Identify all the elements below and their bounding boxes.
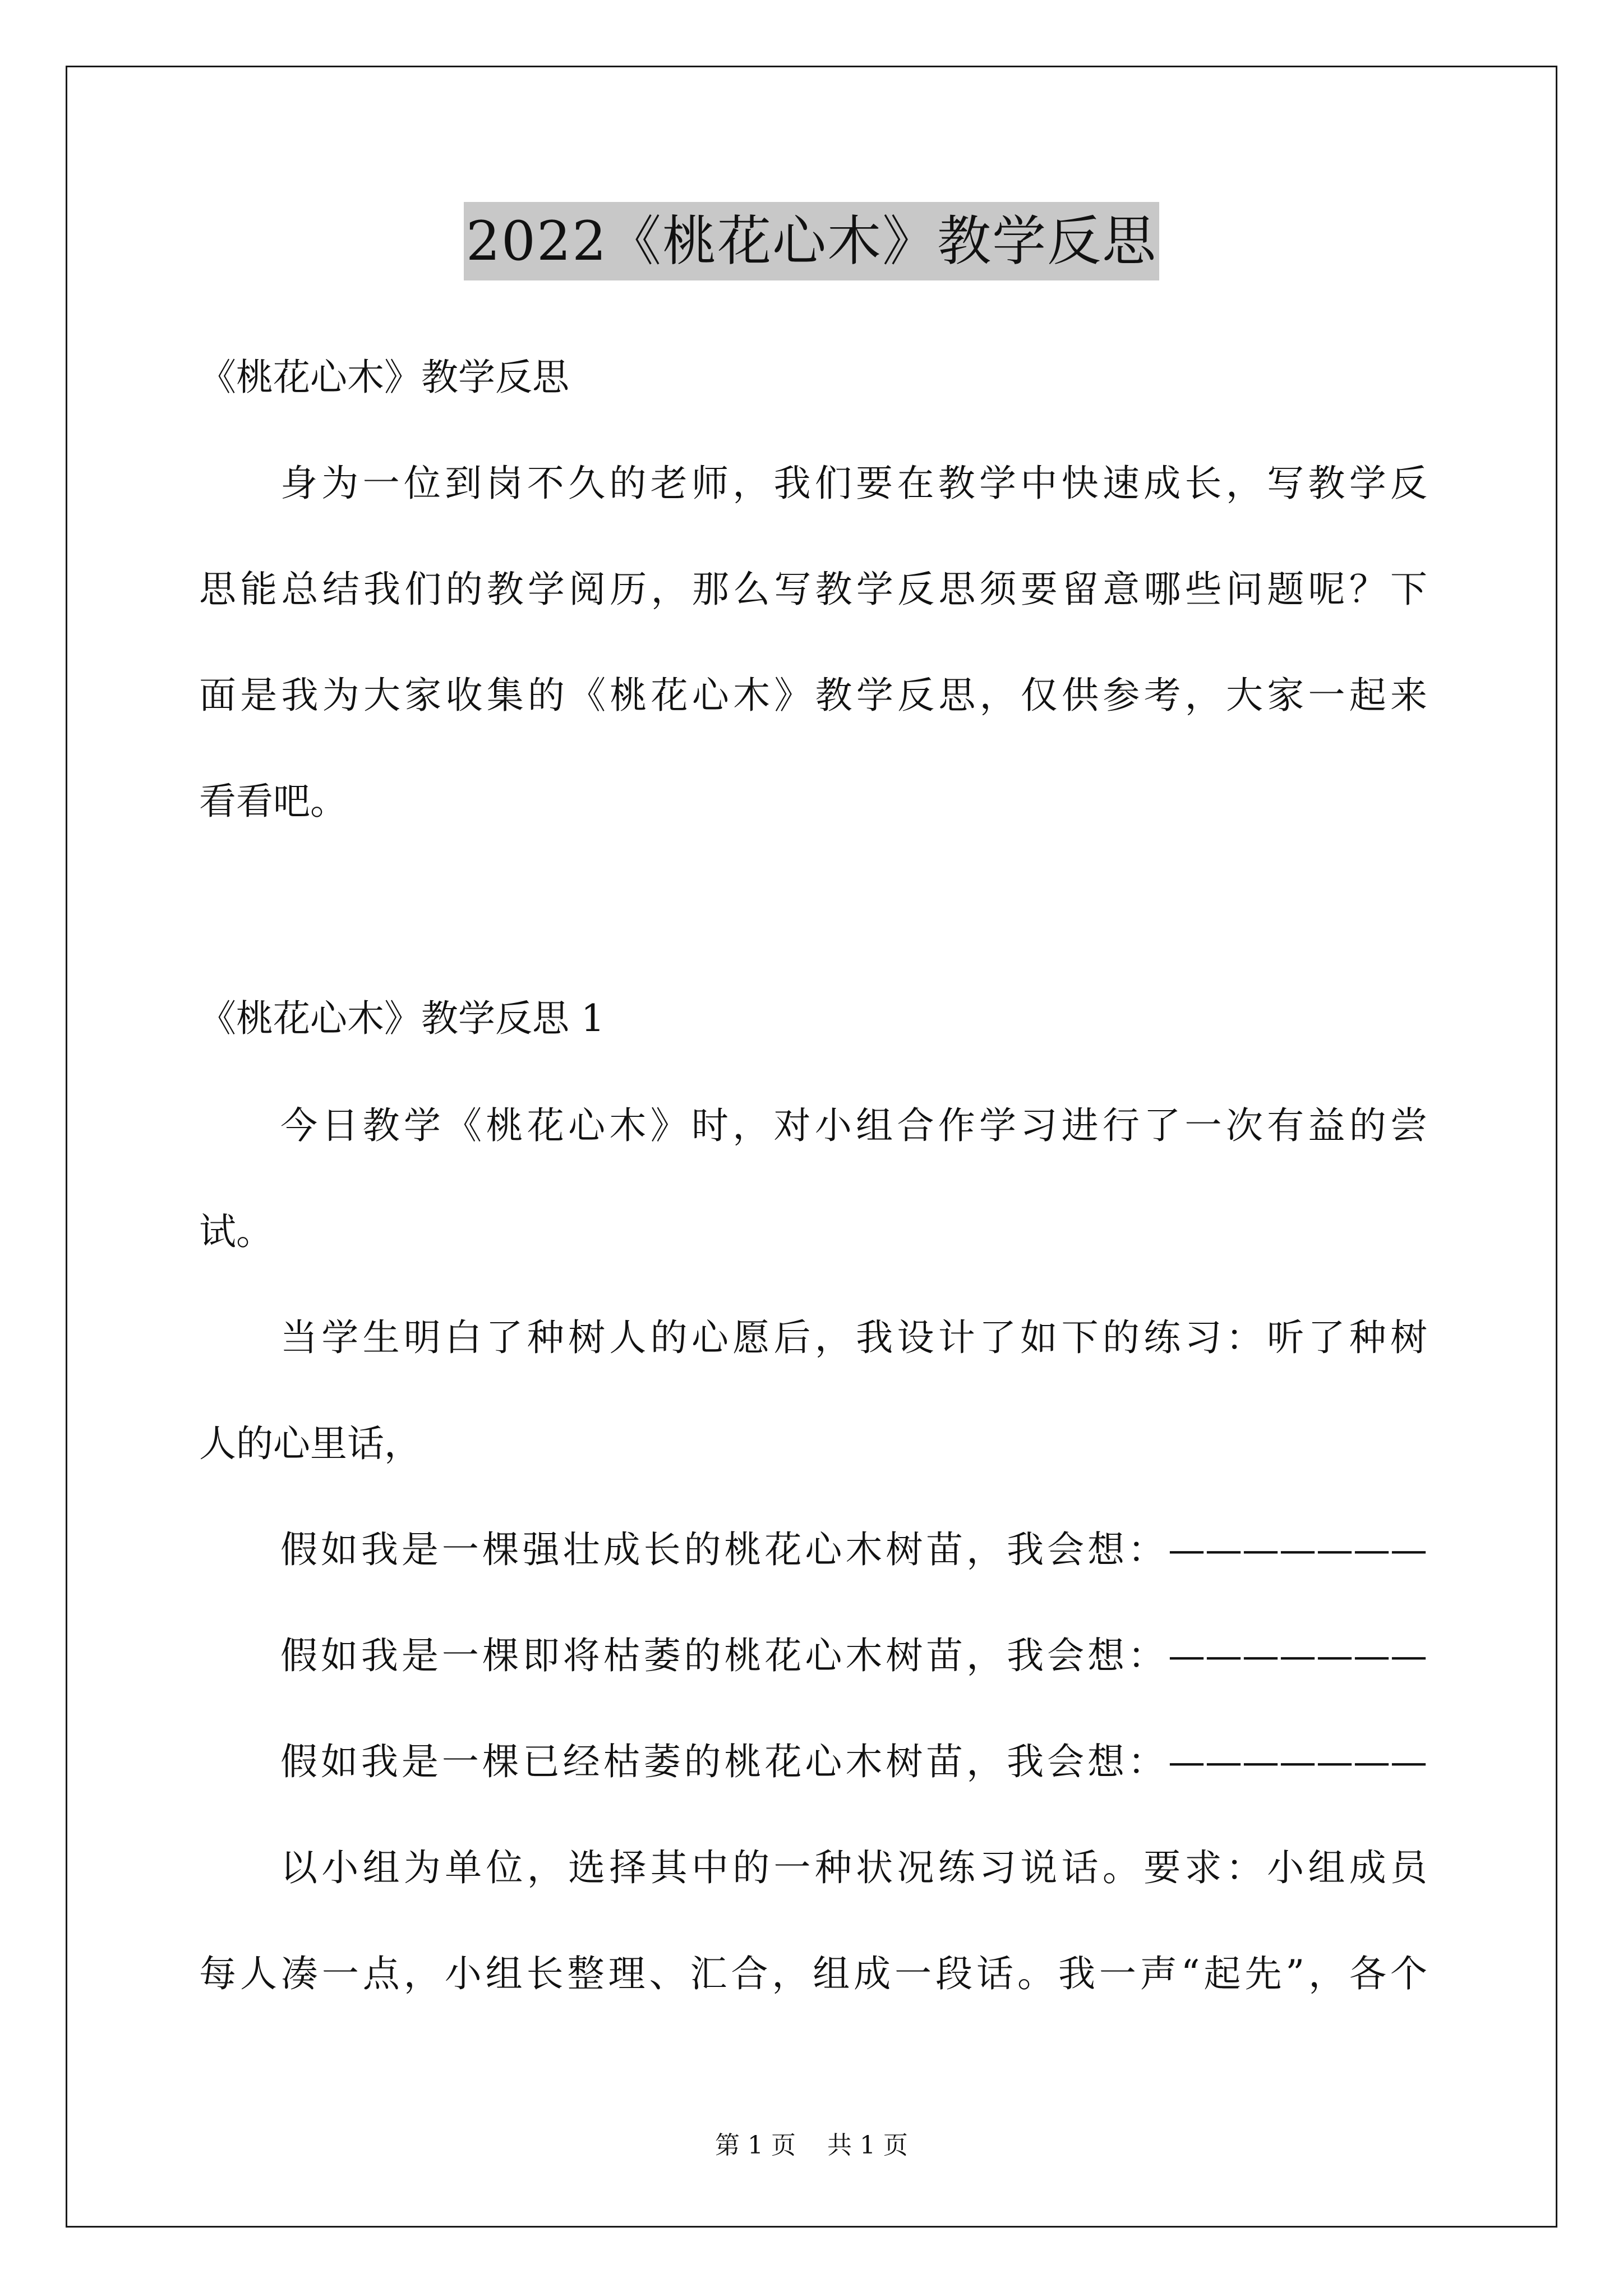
exercise-line-1: 假如我是一棵强壮成长的桃花心木树苗，我会想：——————— <box>280 1528 1427 1571</box>
intro-paragraph-line-1: 身为一位到岗不久的老师，我们要在教学中快速成长，写教学反 <box>280 462 1427 505</box>
body-paragraph-line: 试。 <box>199 1210 273 1253</box>
subtitle-line: 《桃花心木》教学反思 <box>199 356 569 399</box>
intro-paragraph-line-4: 看看吧。 <box>199 780 347 823</box>
document-title: 2022《桃花心木》教学反思 <box>464 202 1159 280</box>
section-heading-1: 《桃花心木》教学反思 1 <box>199 997 605 1040</box>
body-paragraph-line: 以小组为单位，选择其中的一种状况练习说话。要求：小组成员 <box>280 1846 1427 1889</box>
body-paragraph-line: 当学生明白了种树人的心愿后，我设计了如下的练习：听了种树 <box>280 1316 1427 1359</box>
body-paragraph-line: 人的心里话， <box>199 1422 421 1465</box>
exercise-line-3: 假如我是一棵已经枯萎的桃花心木树苗，我会想：——————— <box>280 1740 1427 1783</box>
body-paragraph-line: 今日教学《桃花心木》时，对小组合作学习进行了一次有益的尝 <box>280 1104 1427 1147</box>
intro-paragraph-line-2: 思能总结我们的教学阅历，那么写教学反思须要留意哪些问题呢？下 <box>199 568 1427 611</box>
exercise-line-2: 假如我是一棵即将枯萎的桃花心木树苗，我会想：——————— <box>280 1634 1427 1677</box>
page-footer: 第 1 页 共 1 页 <box>715 2131 908 2160</box>
title-wrapper <box>0 202 1623 280</box>
body-paragraph-line: 每人凑一点，小组长整理、汇合，组成一段话。我一声“起先”，各个 <box>199 1952 1427 1995</box>
intro-paragraph-line-3: 面是我为大家收集的《桃花心木》教学反思，仅供参考，大家一起来 <box>199 674 1427 717</box>
